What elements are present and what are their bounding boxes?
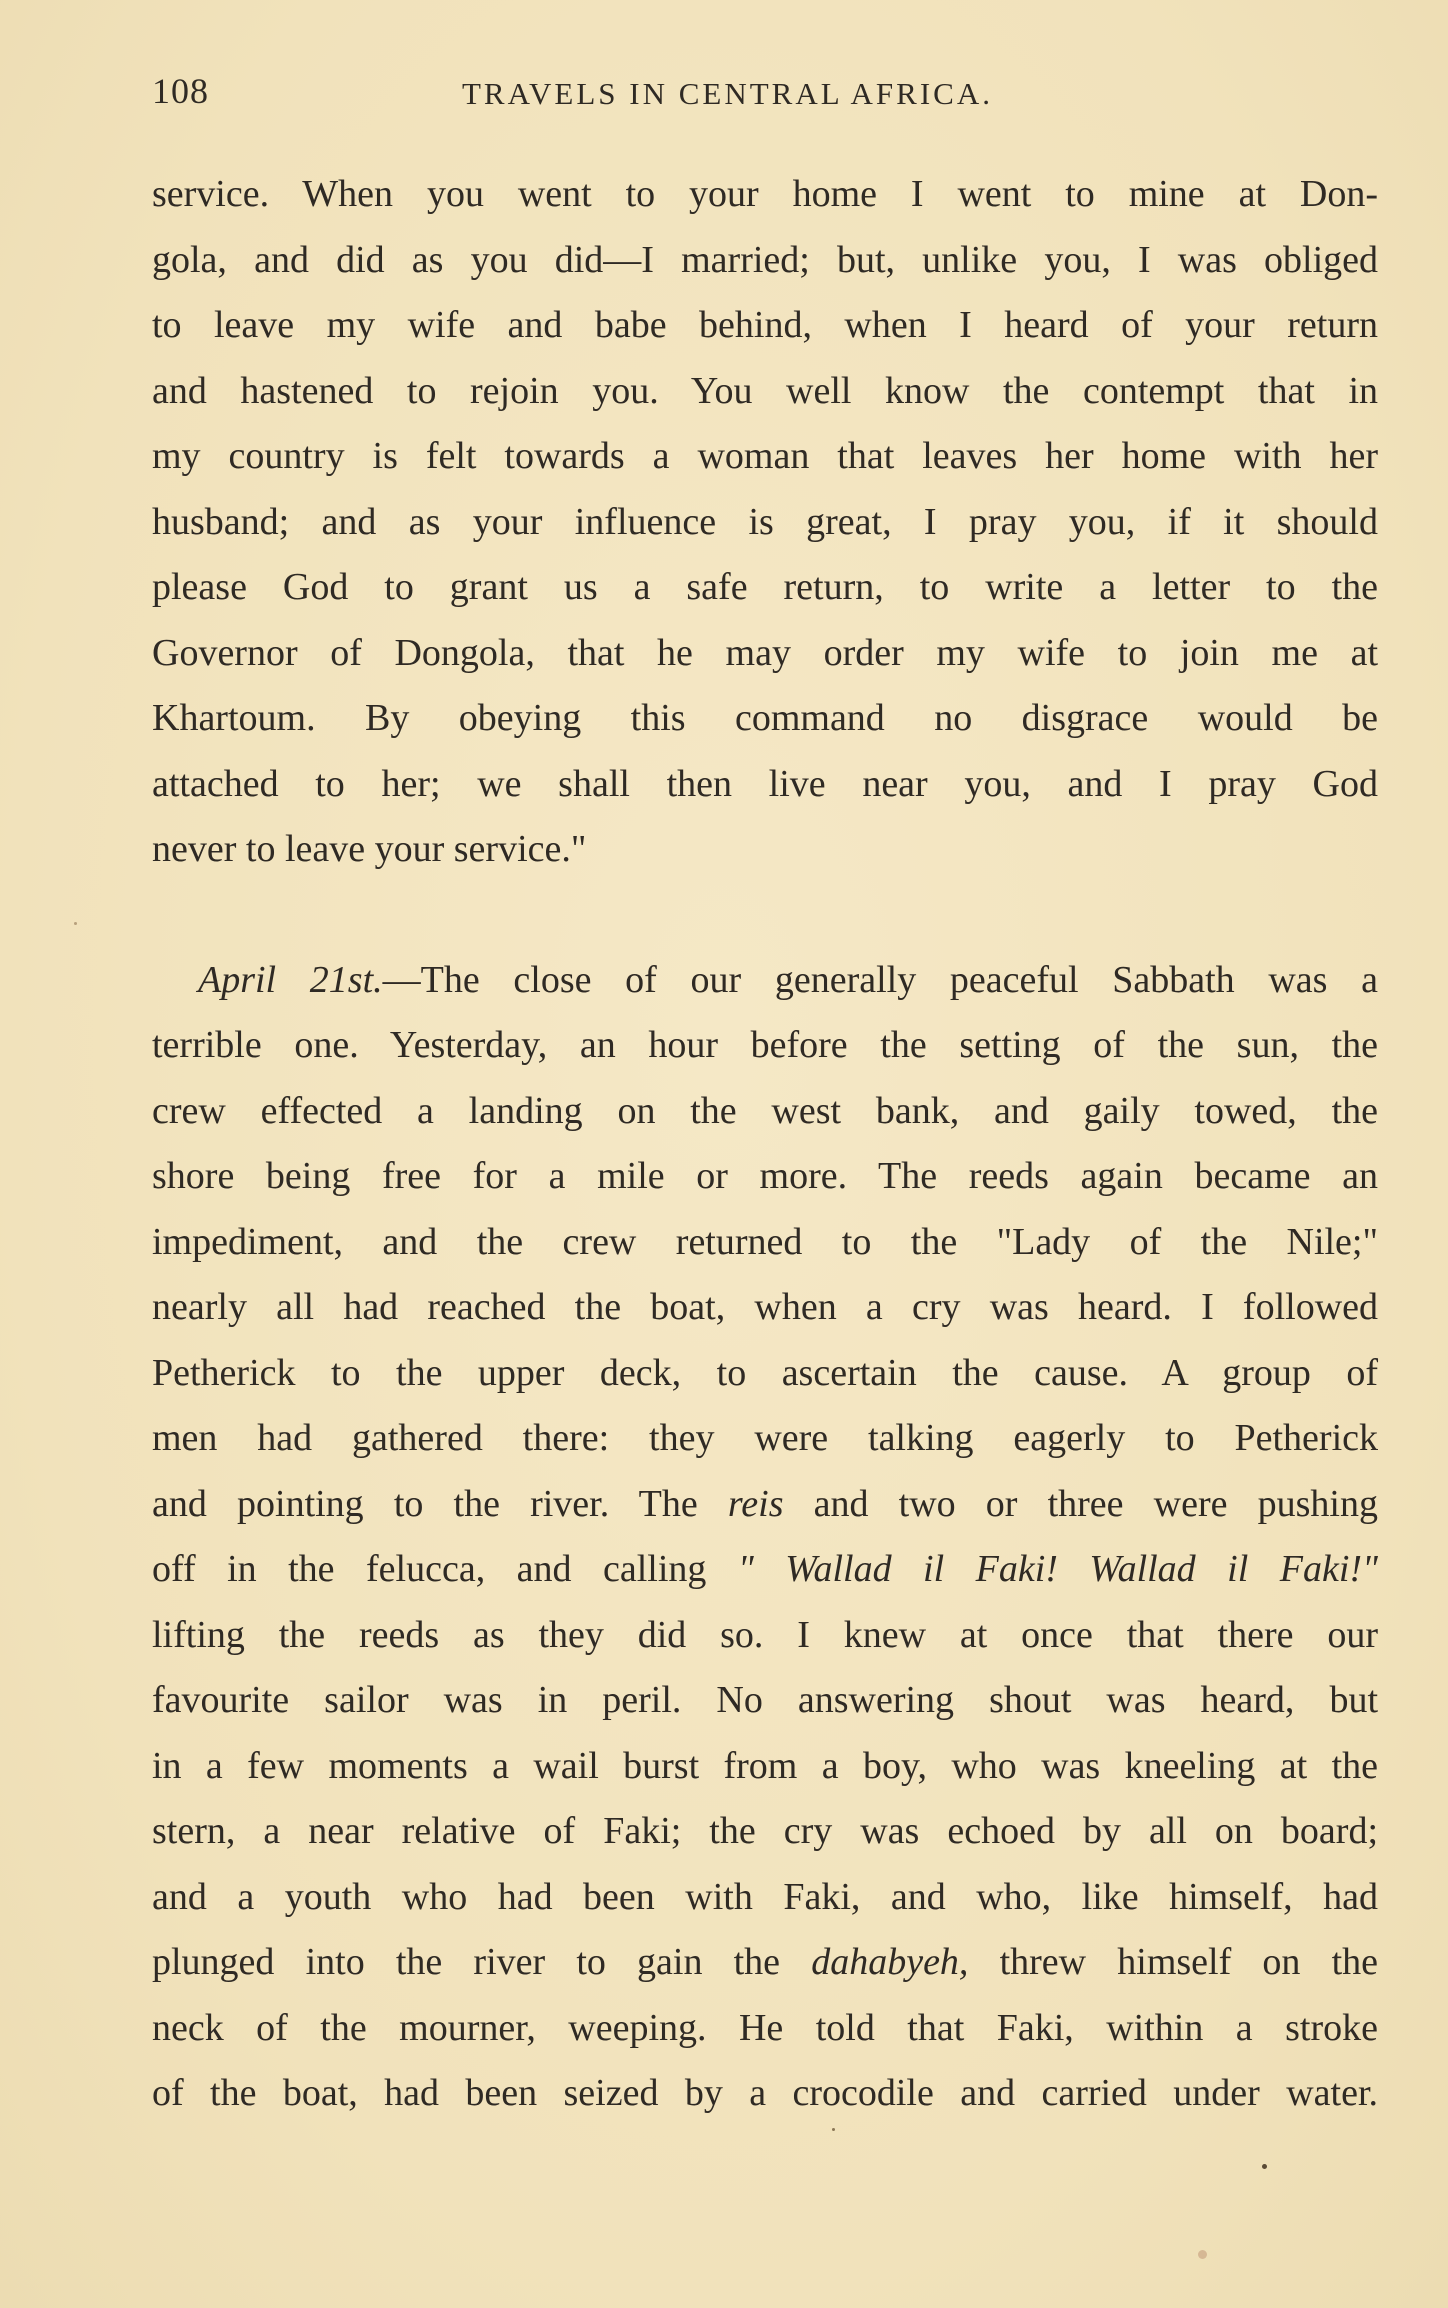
italic-quote-wallad: " Wallad il Faki! Wallad il Faki!" <box>737 1548 1378 1590</box>
text-line <box>152 1537 1378 1603</box>
text-line: impediment, and the crew returned to the "Lady of the Nile;" <box>152 1220 1378 1263</box>
text-segment: —The close of our generally peaceful Sabbath was a <box>382 958 1378 1001</box>
text-line <box>152 1472 1378 1538</box>
text-line: stern, a near relative of Faki; the cry was echoed by all on board; <box>152 1810 1378 1852</box>
text-line: neck of the mourner, weeping. He told that Faki, within a stroke <box>152 2006 1378 2049</box>
text-segment: and two or three were pushing <box>783 1482 1378 1525</box>
italic-word-reis: reis <box>727 1482 784 1525</box>
text-segment: and pointing to the river. The <box>152 1482 728 1525</box>
paragraph-1 <box>152 162 1378 883</box>
text-line: of the boat, had been seized by a crocodile and carried under water. <box>152 2072 1378 2114</box>
text-line: attached to her; we shall then live near you, and I pray God <box>152 762 1378 805</box>
page-header <box>0 70 1448 120</box>
text-line <box>152 1930 1378 1996</box>
paragraph-2 <box>152 948 1378 2127</box>
running-head: TRAVELS IN CENTRAL AFRICA. <box>462 76 993 111</box>
text-line: nearly all had reached the boat, when a cry was heard. I followed <box>152 1286 1378 1328</box>
text-line <box>152 948 1378 1014</box>
text-line: in a few moments a wail burst from a boy, who was kneeling at the <box>152 1744 1378 1787</box>
text-segment: off in the felucca, and calling <box>152 1548 738 1590</box>
text-line: gola, and did as you did—I married; but, unlike you, I was obliged <box>152 238 1378 281</box>
text-line: Governor of Dongola, that he may order my wife to join me at <box>152 631 1378 674</box>
text-line: never to leave your service." <box>152 828 587 870</box>
italic-word-dahabyeh: dahabyeh, <box>811 1941 969 1983</box>
text-line: shore being free for a mile or more. The reeds again became an <box>152 1155 1378 1197</box>
paragraph-gap <box>152 883 1378 948</box>
ink-speck <box>1262 2164 1267 2169</box>
body-text <box>152 162 1378 2127</box>
text-line: lifting the reeds as they did so. I knew at once that there our <box>152 1613 1378 1656</box>
date-heading: April 21st. <box>198 958 383 1001</box>
text-line: and a youth who had been with Faki, and who, like himself, had <box>152 1875 1378 1918</box>
paper-stain <box>1198 2250 1207 2259</box>
text-line: husband; and as your influence is great, I pray you, if it should <box>152 500 1378 543</box>
text-line: men had gathered there: they were talking eagerly to Petherick <box>152 1417 1378 1459</box>
ink-speck <box>832 2128 835 2131</box>
text-line: and hastened to rejoin you. You well know the contempt that in <box>152 369 1378 412</box>
text-segment: plunged into the river to gain the <box>152 1941 812 1983</box>
text-line: crew effected a landing on the west bank, and gaily towed, the <box>152 1089 1378 1132</box>
text-line: to leave my wife and babe behind, when I heard of your return <box>152 304 1378 346</box>
text-line: Petherick to the upper deck, to ascertain the cause. A group of <box>152 1351 1378 1394</box>
text-line: terrible one. Yesterday, an hour before the setting of the sun, the <box>152 1024 1378 1066</box>
text-line: service. When you went to your home I went to mine at Don- <box>152 173 1378 215</box>
text-line: my country is felt towards a woman that leaves her home with her <box>152 435 1378 477</box>
text-segment: threw himself on the <box>968 1941 1378 1983</box>
paper-speck <box>74 922 77 925</box>
text-line: favourite sailor was in peril. No answering shout was heard, but <box>152 1679 1378 1721</box>
page-number: 108 <box>152 71 209 111</box>
text-line: please God to grant us a safe return, to write a letter to the <box>152 566 1378 608</box>
text-line: Khartoum. By obeying this command no disgrace would be <box>152 697 1378 739</box>
